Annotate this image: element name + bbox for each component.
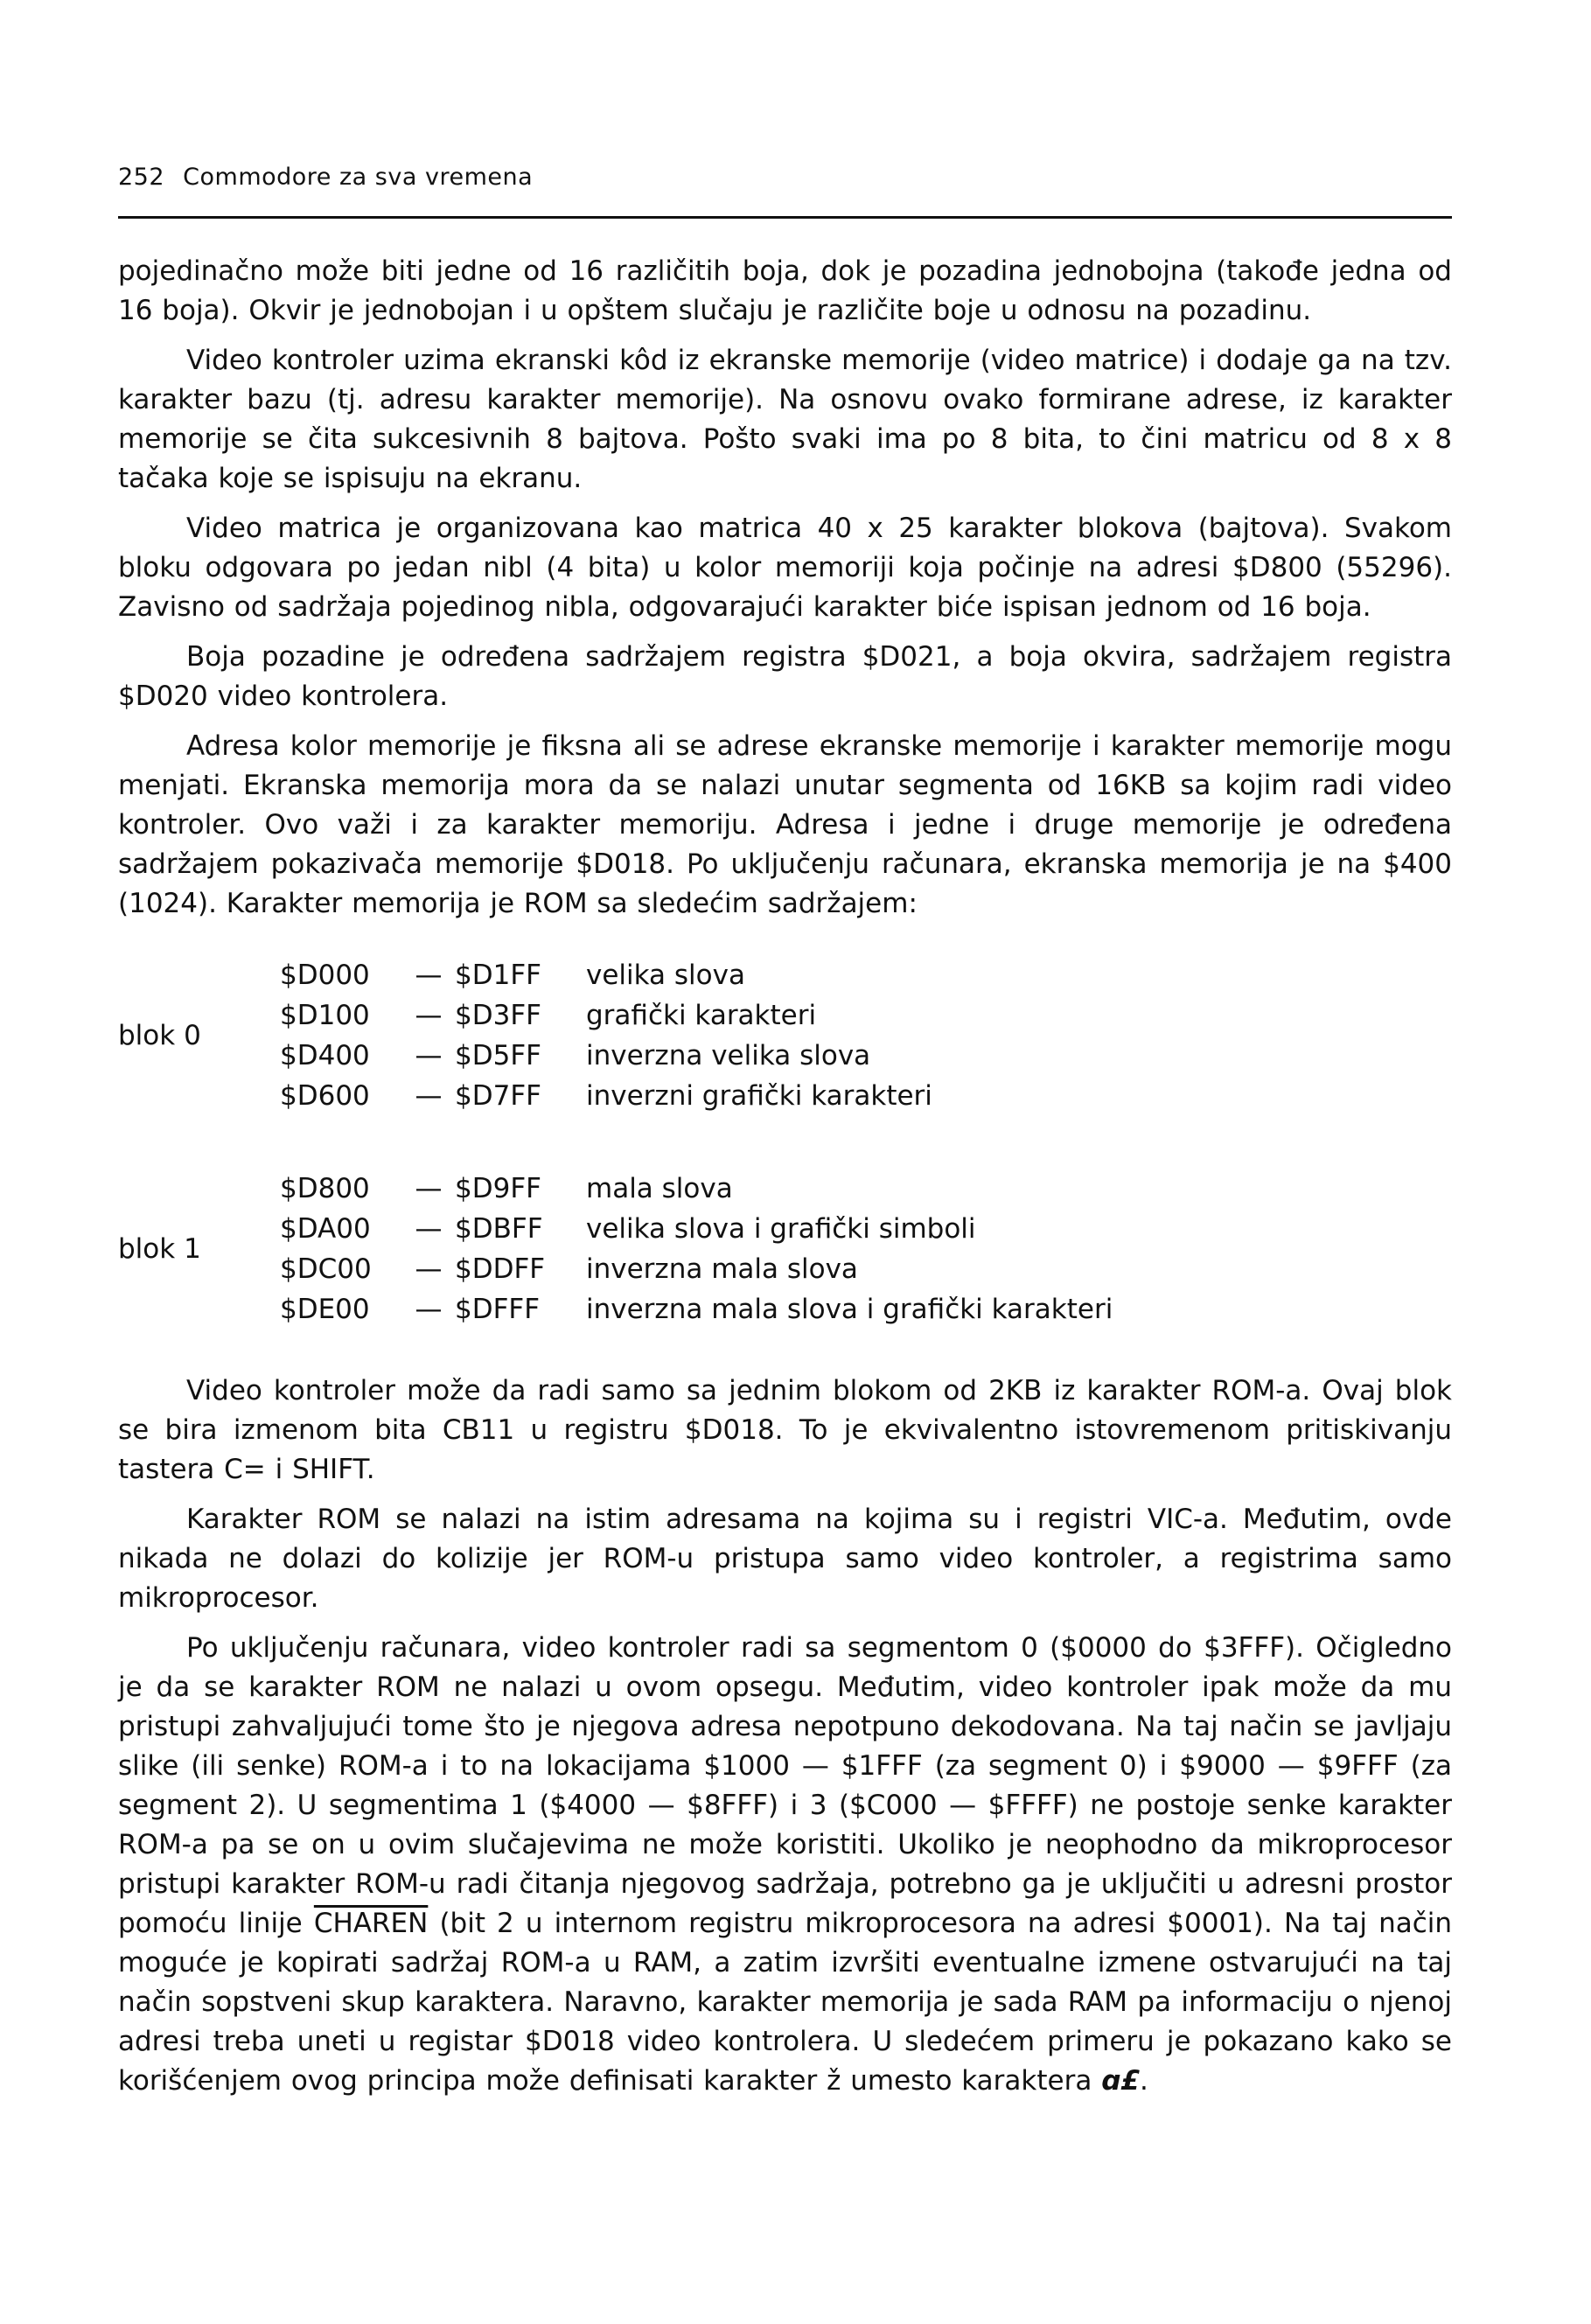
address-from: $D400 [280,1040,370,1071]
address-to: $DDFF [455,1253,546,1285]
memory-row [280,955,932,995]
range-dash: — [415,1080,443,1112]
memory-row [280,1076,932,1116]
paragraph: Video kontroler uzima ekranski kôd iz ekranske memorije (video matrice) i dodaje ga na tzv. karakter bazu (tj. adresu karakter memorije). Na osnovu ovako formirane adrese, iz karakter memorije se čita sukcesivnih 8 bajtova. Pošto svaki ima po 8 bita, to čini matricu od 8 x 8 tačaka koje se ispisuju na ekranu. [118,345,1452,494]
memory-row [280,1036,932,1076]
range-description: velika slova [586,960,745,991]
range-dash: — [415,960,443,991]
range-dash: — [415,1040,443,1071]
range-dash: — [415,1294,443,1325]
running-title: Commodore za sva vremena [183,164,534,191]
range-description: inverzna mala slova i grafički karakteri [586,1294,1113,1325]
paragraph: Video matrica je organizovana kao matrica 40 x 25 karakter blokova (bajtova). Svakom bloku odgovara po jedan nibl (4 bita) u kolor memoriji koja počinje na adresi $D800 (55296). Zavisno od sadržaja pojedinog nibla, odgovarajući karakter biće ispisan jednom od 16 boja. [118,513,1452,623]
memory-block-1 [118,1169,1452,1329]
paragraph: pojedinačno može biti jedne od 16 različitih boja, dok je pozadina jednobojna (takođe jedna od 16 boja). Okvir je jednobojan i u opštem slučaju je različite boje u odnosu na pozadinu. [118,255,1452,326]
body-text [118,252,1452,924]
paragraph [118,1629,1452,2101]
sentence-end: . [1139,2065,1148,2097]
running-header [118,162,1452,193]
memory-row [280,1209,1113,1249]
paragraph-text: (bit 2 u internom registru mikroprocesora na adresi $0001). Na taj način moguće je kopirati sadržaj ROM-a u RAM, a zatim izvršiti eventualne izmene ostvarujući na taj način sopstveni skup karaktera. Naravno, karakter memorija je sada RAM pa informaciju o njenoj adresi treba uneti u registar $D018 video kontrolera. U sledećem primeru je pokazano kako se korišćenjem ovog principa može definisati karakter ž umesto karaktera [118,1908,1453,2097]
range-description: inverzna velika slova [586,1040,871,1071]
address-to: $D9FF [455,1173,541,1204]
block-label: blok 0 [118,1020,201,1051]
range-dash: — [415,1213,443,1245]
range-description: grafički karakteri [586,1000,817,1031]
memory-row [280,1249,1113,1289]
address-to: $D3FF [455,1000,541,1031]
block-label: blok 1 [118,1233,201,1265]
range-dash: — [415,1253,443,1285]
address-from: $D800 [280,1173,370,1204]
page-number: 252 [118,164,165,191]
paragraph: Video kontroler može da radi samo sa jednim blokom od 2KB iz karakter ROM-a. Ovaj blok se bira izmenom bita CB11 u registru $D018. To je ekvivalentno istovremenom pritiskivanju tastera C= i SHIFT. [118,1375,1452,1485]
special-character-glyph: ɑ£ [1101,2065,1140,2097]
address-to: $D5FF [455,1040,541,1071]
address-from: $DC00 [280,1253,372,1285]
range-dash: — [415,1173,443,1204]
memory-row [280,995,932,1036]
address-from: $DE00 [280,1294,370,1325]
address-to: $DFFF [455,1294,541,1325]
memory-row [280,1169,1113,1209]
paragraph: Adresa kolor memorije je fiksna ali se adrese ekranske memorije i karakter memorije mogu menjati. Ekranska memorija mora da se nalazi unutar segmenta od 16KB sa kojim radi video kontroler. Ovo važi i za karakter memoriju. Adresa i jedne i druge memorije je određena sadržajem pokazivača memorije $D018. Po uključenju računara, ekranska memorija je na $400 (1024). Karakter memorija je ROM sa sledećim sadržajem: [118,730,1452,919]
paragraph-text: Po uključenju računara, video kontroler radi sa segmentom 0 ($0000 do $3FFF). Očigledno je da se karakter ROM ne nalazi u ovom opsegu. Međutim, video kontroler ipak može da mu pristupi zahvaljujući tome što je njegova adresa nepotpuno dekodovana. Na taj način se javljaju slike (ili senke) ROM-a i to na lokacijama $1000 — $1FFF (za segment 0) i $9000 — $9FFF (za segment 2). U segmentima 1 ($4000 — $8FFF) i 3 ($C000 — $FFFF) ne postoje senke karakter ROM-a pa se on u ovim slučajevima ne može koristiti. Ukoliko je neophodno da mikroprocesor pristupi karakter ROM-u radi čitanja njegovog sadržaja, potrebno ga je uključiti u adresni prostor pomoću linije [118,1632,1452,1939]
range-description: inverzna mala slova [586,1253,858,1285]
book-page [118,162,1452,2111]
header-rule [118,216,1452,219]
address-to: $D7FF [455,1080,541,1112]
address-from: $D600 [280,1080,370,1112]
paragraph: Boja pozadine je određena sadržajem registra $D021, a boja okvira, sadržajem registra $D020 video kontrolera. [118,641,1452,712]
range-description: inverzni grafički karakteri [586,1080,932,1112]
charen-signal: CHAREN [313,1908,429,1939]
address-from: $DA00 [280,1213,371,1245]
address-to: $DBFF [455,1213,543,1245]
range-dash: — [415,1000,443,1031]
memory-row [280,1289,1113,1329]
paragraph: Karakter ROM se nalazi na istim adresama na kojima su i registri VIC-a. Međutim, ovde nikada ne dolazi do kolizije jer ROM-u pristupa samo video kontroler, a registrima samo mikroprocesor. [118,1504,1452,1614]
character-rom-memory-map [118,955,1452,1329]
address-from: $D100 [280,1000,370,1031]
address-from: $D000 [280,960,370,991]
address-to: $D1FF [455,960,541,991]
memory-block-0 [118,955,1452,1116]
range-description: velika slova i grafički simboli [586,1213,976,1245]
range-description: mala slova [586,1173,733,1204]
body-text-continued [118,1371,1452,2101]
